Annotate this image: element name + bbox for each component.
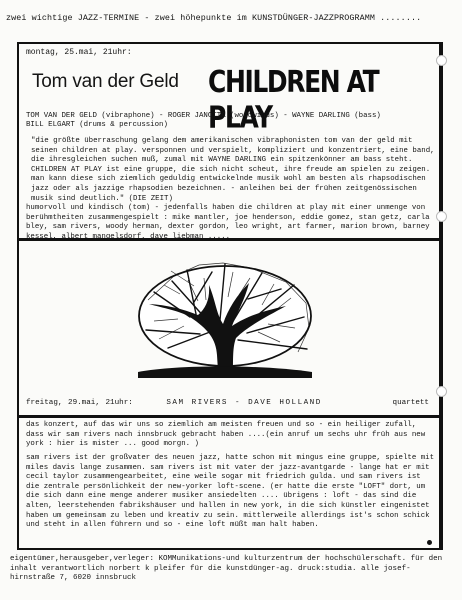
band-logo: CHILDREN AT PLAY (208, 64, 379, 135)
concert-section-1 (19, 44, 439, 241)
concert-section-2 (19, 240, 439, 418)
tree-illustration (136, 260, 314, 384)
concert-2-description: sam rivers ist der großvater des neuen jazz, hatte schon mit mingus eine gruppe, spielte mit miles davis lange zusammen. sam rivers ist mit vater der jazz-avantgarde - lange hat er mit cecil taylor zusammengearbeitet, eine weile sogar mit friedrich gulda. und sam rivers ist die zentrale persönlichkeit der new-yorker loft-scene. (er hatte die erste "LOFT" dort, um die sich dann eine menge anderer musiker ansiedelten .... übrigens : loft - das sind die alten, leerstehenden fabrikshäuser und hallen in new york, in die sich künstler eingenistet haben um gemeinsam zu leben und kreativ zu sein. mittlerweile allerdings ist's schon schick und steht in allen führern und so - eine loft müßt man halt haben. (26, 454, 435, 530)
concert-2-text-section (19, 417, 439, 548)
concert-1-date: montag, 25.mai, 21uhr: (26, 48, 132, 57)
header-line: zwei wichtige JAZZ-TERMINE - zwei höhepunkte im KUNSTDÜNGER-JAZZPROGRAMM ........ (6, 13, 422, 23)
concert-2-date (26, 399, 322, 407)
concert-2-intro: das konzert, auf das wir uns so ziemlich am meisten freuen und so - ein heiliger zufall, dass wir sam rivers nach innsbruck gebracht haben ....(ein anruf um sechs uhr früh aus new york : hier is mister ... good morgn. ) (26, 421, 426, 449)
artist-title: Tom van der Geld (32, 71, 179, 92)
punch-hole-top (436, 55, 447, 66)
band-lineup: TOM VAN DER GELD (vibraphone) - ROGER JANOTTA (woodwinds) - WAYNE DARLING (bass) BILL ELGART (drums & percussion) (26, 112, 381, 129)
press-quote: "die größte überraschung gelang dem amerikanischen vibraphonisten tom van der geld mit seinen children at play. versponnen und verspielt, kompliziert und konzentriert, eine band, die ihresgleichen suchen muß, zumal mit WAYNE DARLING ein spitzenkönner am bass steht. CHILDREN AT PLAY ist eine gruppe, die sich nicht scheut, ihre freude am spielen zu zeigen. man kann diese sich ziemlich geduldig entwickelnde musik wohl am besten als rhapsodischen jazz oder als jazzige rhapsodien bezeichnen. - anleihen bei der frühen zeitgenössischen musik sind deutlich." (DIE ZEIT) (31, 137, 435, 203)
corner-mark-icon (426, 539, 433, 546)
concert-2-artists: SAM RIVERS - DAVE HOLLAND (166, 399, 322, 407)
punch-hole-middle (436, 211, 447, 222)
concert-2-date-text: freitag, 29.mai, 21uhr: (26, 399, 133, 407)
concert-1-description: humorvoll und kindisch (tom) - jedenfalls haben die children at play mit einer unmenge von berühmtheiten zusammengespielt : mike mantler, joe henderson, eddie gomez, stan getz, carla bley, sam rivers, woody herman, dexter gordon, leo wright, art farmer, marion brown, barney kessel, albert mangelsdorf, dave liebman ..... (26, 204, 430, 241)
concert-2-group: quartett (392, 399, 429, 407)
publisher-footer: eigentümer,herausgeber,verleger: KOMMunikations-und kulturzentrum der hochschülerschaft. für den inhalt verantwortlich norbert k pleifer für die kunstdünger-ag. druck:studia. alle josef-hirnstraße 7, 6020 innsbruck (10, 555, 443, 583)
flyer-frame (17, 42, 443, 550)
punch-hole-lower (436, 386, 447, 397)
